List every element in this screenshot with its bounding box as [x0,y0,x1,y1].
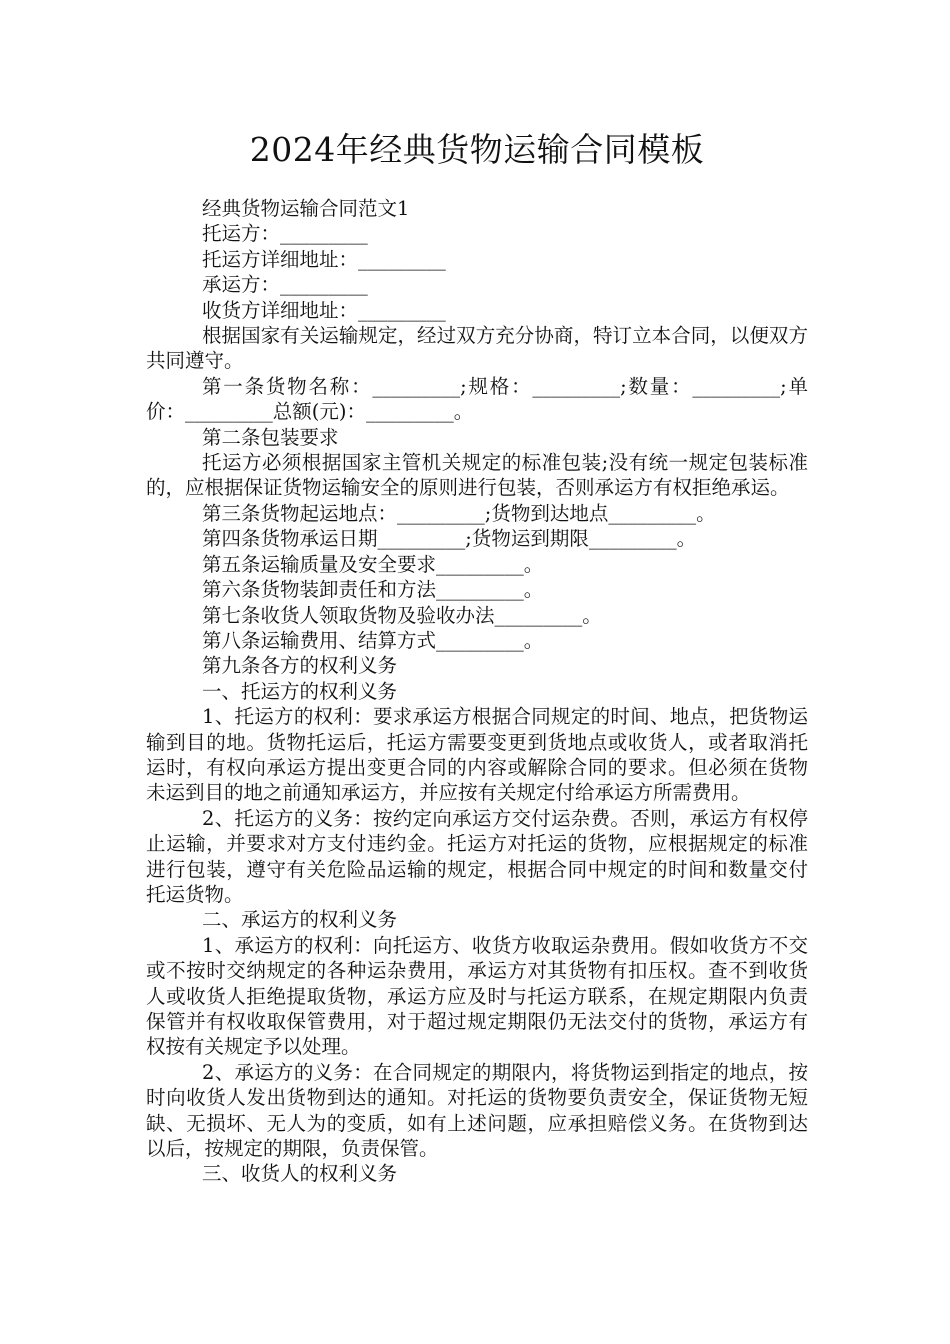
paragraph: 1、承运方的权利：向托运方、收货方收取运杂费用。假如收货方不交或不按时交纳规定的各种运杂费用，承运方对其货物有扣压权。查不到收货人或收货人拒绝提取货物，承运方应及时与托运方联系，在规定期限内负责保管并有权收取保管费用，对于超过规定期限仍无法交付的货物，承运方有权按有关规定予以处理。 [146,933,808,1059]
paragraph: 第二条包装要求 [202,425,339,449]
paragraph: 第六条货物装卸责任和方法_________。 [202,578,544,602]
paragraph: 托运方：_________ [202,222,368,246]
paragraph: 托运方详细地址：_________ [202,247,446,271]
paragraph: 根据国家有关运输规定，经过双方充分协商，特订立本合同，以便双方共同遵守。 [146,324,808,373]
paragraph: 承运方：_________ [202,273,368,297]
paragraph: 1、托运方的权利：要求承运方根据合同规定的时间、地点，把货物运输到目的地。货物托运后，托运方需要变更到货地点或收货人，或者取消托运时，有权向承运方提出变更合同的内容或解除合同的要求。但必须在货物未运到目的地之前通知承运方，并应按有关规定付给承运方所需费用。 [146,705,808,805]
paragraph: 第一条货物名称：_________;规格：_________;数量：_________;单价：_________总额(元)：_________。 [146,374,808,424]
paragraph: 收货方详细地址：_________ [202,298,446,322]
document-title: 2024年经典货物运输合同模板 [249,130,705,169]
document-body [146,196,808,1187]
paragraph: 第七条收货人领取货物及验收办法_________。 [202,603,602,627]
paragraph: 2、承运方的义务：在合同规定的期限内，将货物运到指定的地点，按时向收货人发出货物到达的通知。对托运的货物要负责安全，保证货物无短缺、无损坏、无人为的变质，如有上述问题，应承担赔偿义务。在货物到达以后，按规定的期限，负责保管。 [146,1060,808,1161]
paragraph: 第三条货物起运地点：_________;货物到达地点_________。 [202,501,716,525]
paragraph: 经典货物运输合同范文1 [202,197,410,220]
paragraph: 2、托运方的义务：按约定向承运方交付运杂费。否则，承运方有权停止运输，并要求对方支付违约金。托运方对托运的货物，应根据规定的标准进行包装，遵守有关危险品运输的规定，根据合同中规定的时间和数量交付托运货物。 [146,806,808,906]
paragraph: 三、收货人的权利义务 [202,1162,398,1186]
paragraph: 第四条货物承运日期_________;货物运到期限_________。 [202,527,697,551]
paragraph: 第九条各方的权利义务 [202,654,398,678]
paragraph: 托运方必须根据国家主管机关规定的标准包装;没有统一规定包装标准的，应根据保证货物运输安全的原则进行包装，否则承运方有权拒绝承运。 [146,451,808,500]
paragraph: 二、承运方的权利义务 [202,908,398,932]
paragraph: 一、托运方的权利义务 [202,679,398,703]
paragraph: 第五条运输质量及安全要求_________。 [202,552,544,576]
paragraph: 第八条运输费用、结算方式_________。 [202,628,544,652]
